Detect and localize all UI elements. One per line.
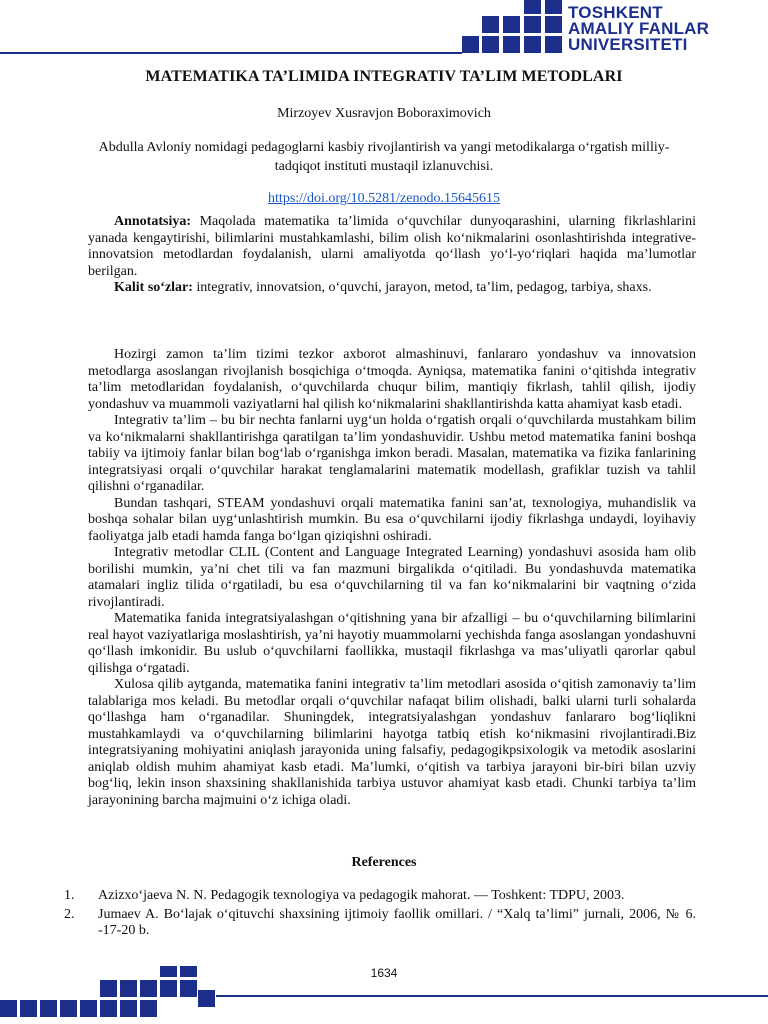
logo-square [482, 36, 499, 53]
body-paragraph: Integrativ ta’lim – bu bir nechta fanlarni uyg‘un holda o‘rgatish orqali o‘quvchilarda mustahkam bilim va ko‘nikmalarni shakllantirishga qaratilgan ta’lim yondashuvidir. Ushbu metod matematika fanini boshqa tabiiy va ijtimoiy fanlar bilan bog‘lab o‘rganishga imkon beradi. Masalan, matematika va fizika fanlarining integratsiyasi orqali o‘quvchilar harakat tenglamalarini matematik modellash, grafiklar tuzish va tahlil qilishni o‘rganadilar. [88, 413, 696, 494]
logo-square [462, 36, 479, 53]
author-affiliation: Abdulla Avloniy nomidagi pedagoglarni kasbiy rivojlantirish va yangi metodikalarga o‘rgatish milliy- tadqiqot instituti mustaqil izlanuvchisi. [98, 140, 670, 174]
footer-square [120, 1000, 137, 1017]
keywords-label: Kalit so‘zlar: [114, 280, 193, 295]
footer-square [0, 1000, 17, 1017]
logo-square [503, 16, 520, 33]
footer-square [100, 1000, 117, 1017]
body-paragraph: Bundan tashqari, STEAM yondashuvi orqali matematika fanini san’at, texnologiya, muhandislik va boshqa sohalar bilan uyg‘unlashtirish mumkin. Bu esa o‘quvchilarni ijodiy fikrlashga undaydi, loyihaviy faoliyatga jalb etadi hamda fanga bo‘lgan qiziqishni oshiradi. [88, 495, 696, 544]
footer-square [140, 980, 157, 997]
doi-link[interactable]: https://doi.org/10.5281/zenodo.15645615 [268, 191, 500, 206]
logo-square [524, 0, 541, 14]
header-rule [0, 52, 462, 54]
logo-line: AMALIY FANLAR [568, 19, 710, 38]
references-list [64, 888, 696, 942]
abstract-label: Annotatsiya: [114, 214, 192, 229]
body-paragraph: Matematika fanida integratsiyalashgan o‘qitishning yana bir afzalligi – bu o‘quvchilarning bilimlarini real hayot vaziyatlariga moslashtirish, ya’ni hayotiy muammolarni yechishda fanga asoslangan yondashuvni qo‘llash imkonidir. Bu uslub o‘quvchilarni faollikka, mustaqil fikrlashga va mas’uliyatli qarorlar qabul qilishga o‘rgatadi. [88, 611, 696, 676]
footer-square [160, 966, 177, 977]
author-name: Mirzoyev Xusravjon Boboraximovich [277, 106, 491, 121]
logo-square [482, 16, 499, 33]
body-paragraph: Integrativ metodlar CLIL (Content and Language Integrated Learning) yondashuvi asosida ham olib borilishi mumkin, ya’ni chet tili va fan mazmuni birgalikda o‘qitiladi. Bu yondashuvda matematika atamalari ingliz tilida o‘rgatiladi, bu esa o‘quvchilarning til va fan ko‘nikmalarini bir vaqtning o‘zida rivojlantiradi. [88, 545, 696, 610]
body-section [88, 347, 696, 809]
logo-square [524, 16, 541, 33]
footer-square [198, 990, 215, 1007]
abstract-paragraph [88, 214, 696, 280]
footer-square [140, 1000, 157, 1017]
reference-item [64, 888, 696, 905]
reference-text: Jumaev A. Bo‘lajak o‘qituvchi shaxsining ijtimoiy faollik omillari. / “Xalq ta’limi” jurnali, 2006, № 6. -17-20 b. [98, 906, 696, 938]
references-heading: References [351, 855, 417, 870]
body-paragraph: Xulosa qilib aytganda, matematika fanini integrativ ta’lim metodlari asosida o‘qitish zamonaviy ta’lim talablariga mos keladi. Bu metodlar orqali o‘quvchilar nafaqat bilim olishadi, balki ularni turli sohalarda qo‘llashga ham o‘rganadilar. Shuningdek, integratsiyalashgan yondashuv fanlararo bog‘liqlikni mustahkamlaydi va o‘quvchilarning bilimlarini hayotga tatbiq etish ko‘nikmasini rivojlantiradi.Biz integratsiyaning mohiyatini aniqlash jarayonida uning falsafiy, pedagogikpsixologik va metodik asoslarini aniqlab oldish muhim ahamiyat kasb etadi. Ma’lumki, o‘qitish va tarbiya jarayoni bir-biri bilan uzviy bog‘liq, lekin inson shaxsining shakllanishida tarbiya ustuvor ahamiyat kasb etadi. Chunki tarbiya ta’lim jarayonining barcha majmuini o‘z ichiga oladi. [88, 677, 696, 808]
body-paragraph: Hozirgi zamon ta’lim tizimi tezkor axborot almashinuvi, fanlararo yondashuv va innovatsion metodlarga asoslangan rivojlanish bosqichiga o‘tmoqda. Ayniqsa, matematika fanini o‘qitishda integrativ ta’lim metodlaridan foydalanish, o‘quvchilarda chuqur bilim, mantiqiy fikrlash, tahlil qilish, ijodiy yondashuv va muammoli vaziyatlarni hal qilish ko‘nikmalarini shakllantirishda katta ahamiyat kasb etadi. [88, 347, 696, 412]
abstract-section [88, 214, 696, 297]
footer-square [40, 1000, 57, 1017]
logo-square [545, 36, 562, 53]
reference-text: Azizxo‘jaeva N. N. Pedagogik texnologiya va pedagogik mahorat. — Toshkent: TDPU, 2003. [98, 888, 625, 903]
footer-square [20, 1000, 37, 1017]
reference-number: 2. [64, 906, 75, 922]
paper-title: MATEMATIKA TA’LIMIDA INTEGRATIV TA’LIM METODLARI [145, 68, 623, 85]
footer-rule [216, 995, 768, 997]
logo-square [503, 36, 520, 53]
footer-square [120, 980, 137, 997]
footer-square [180, 966, 197, 977]
footer-square [100, 980, 117, 997]
logo-line: TOSHKENT [568, 3, 663, 22]
footer-square [180, 980, 197, 997]
logo-square [524, 36, 541, 53]
logo-square [545, 16, 562, 33]
logo-square [545, 0, 562, 14]
keywords-text: integrativ, innovatsion, o‘quvchi, jarayon, metod, ta’lim, pedagog, tarbiya, shaxs. [192, 280, 652, 295]
reference-item [64, 907, 696, 940]
university-logo-text [568, 4, 768, 52]
keywords-paragraph [88, 280, 696, 297]
footer-square [80, 1000, 97, 1017]
abstract-text: Maqolada matematika ta’limida o‘quvchilar dunyoqarashini, ularning fikrlashlarini yanada kengaytirishi, bilimlarini mustahkamlashi, bilim olish ko‘nikmalarini osonlashtirishda integrative-innovatsion metodlardan foydalanish, ularni amaliyotda qo‘llash yo‘l-yo‘riqlari haqida ma’lumotlar berilgan. [88, 214, 696, 279]
reference-number: 1. [64, 888, 75, 903]
footer-square [160, 980, 177, 997]
page-number: 1634 [370, 966, 398, 980]
logo-line: UNIVERSITETI [568, 35, 688, 54]
footer-square [60, 1000, 77, 1017]
